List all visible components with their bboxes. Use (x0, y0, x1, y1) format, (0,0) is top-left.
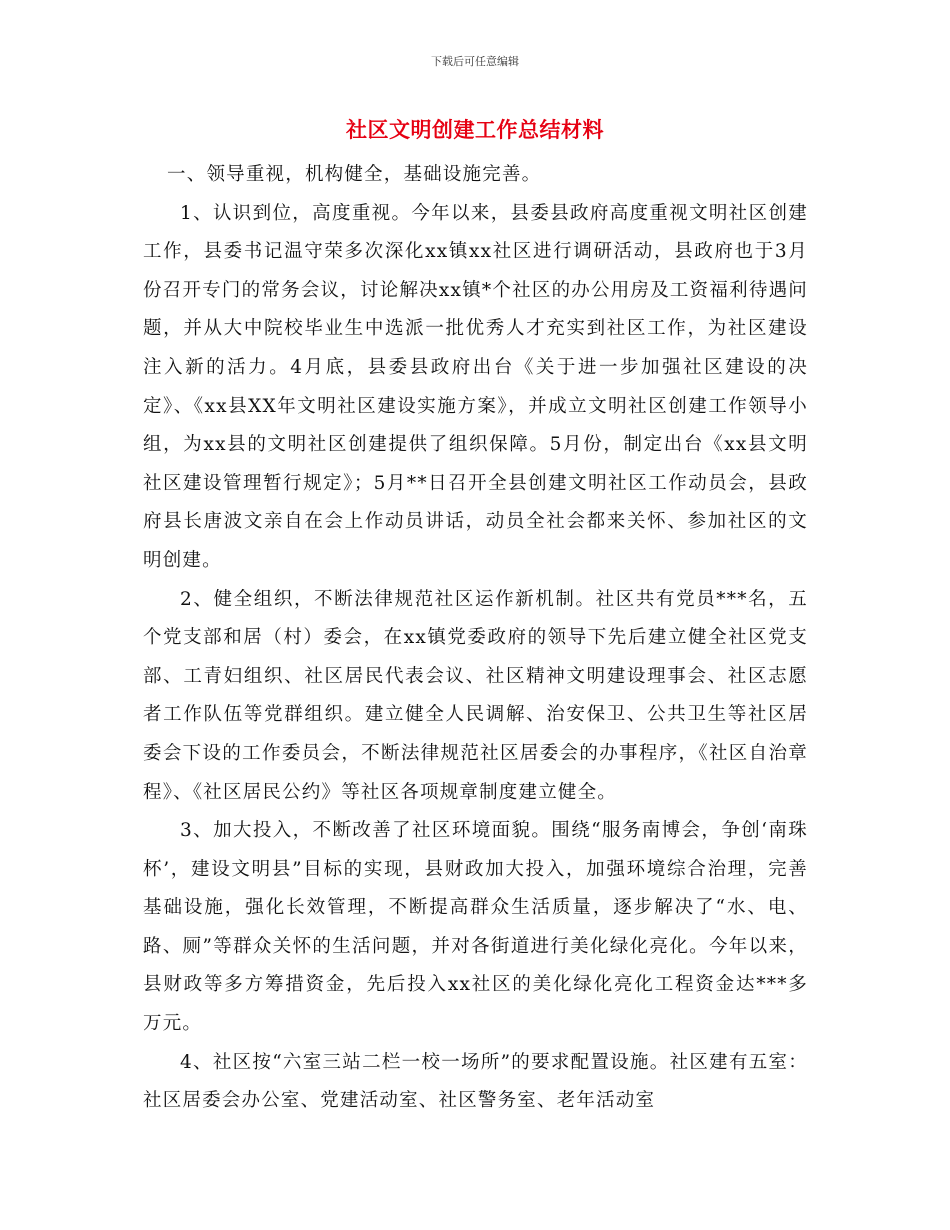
paragraph-1: 1、认识到位，高度重视。今年以来，县委县政府高度重视文明社区创建工作，县委书记温守荣多次深化xx镇xx社区进行调研活动，县政府也于3月份召开专门的常务会议，讨论解决xx镇*个社区的办公用房及工资福利待遇问题，并从大中院校毕业生中选派一批优秀人才充实到社区工作，为社区建设注入新的活力。4月底，县委县政府出台《关于进一步加强社区建设的决定》、《xx县XX年文明社区建设实施方案》，并成立文明社区创建工作领导小组，为xx县的文明社区创建提供了组织保障。5月份，制定出台《xx县文明社区建设管理暂行规定》；5月**日召开全县创建文明社区工作动员会，县政府县长唐波文亲自在会上作动员讲话，动员全社会都来关怀、参加社区的文明创建。 (143, 202, 808, 571)
paragraph-2: 2、健全组织，不断法律规范社区运作新机制。社区共有党员***名，五个党支部和居（村）委会，在xx镇党委政府的领导下先后建立健全社区党支部、工青妇组织、社区居民代表会议、社区精神文明建设理事会、社区志愿者工作队伍等党群组织。建立健全人民调解、治安保卫、公共卫生等社区居委会下设的工作委员会，不断法律规范社区居委会的办事程序，《社区自治章程》、《社区居民公约》等社区各项规章制度建立健全。 (143, 588, 808, 803)
section-heading: 一、领导重视，机构健全，基础设施完善。 (167, 164, 542, 185)
document-title: 社区文明创建工作总结材料 (346, 118, 604, 142)
document-body (143, 156, 808, 1121)
page-header-note: 下载后可任意编辑 (431, 55, 519, 68)
paragraph-4: 4、社区按“六室三站二栏一校一场所”的要求配置设施。社区建有五室：社区居委会办公室、党建活动室、社区警务室、老年活动室 (143, 1051, 808, 1112)
paragraph-3: 3、加大投入，不断改善了社区环境面貌。围绕“服务南博会，争创‘南珠杯’，建设文明县”目标的实现，县财政加大投入，加强环境综合治理，完善基础设施，强化长效管理，不断提高群众生活质量，逐步解决了“水、电、路、厕”等群众关怀的生活问题，并对各街道进行美化绿化亮化。今年以来，县财政等多方筹措资金，先后投入xx社区的美化绿化亮化工程资金达***多万元。 (143, 820, 808, 1035)
